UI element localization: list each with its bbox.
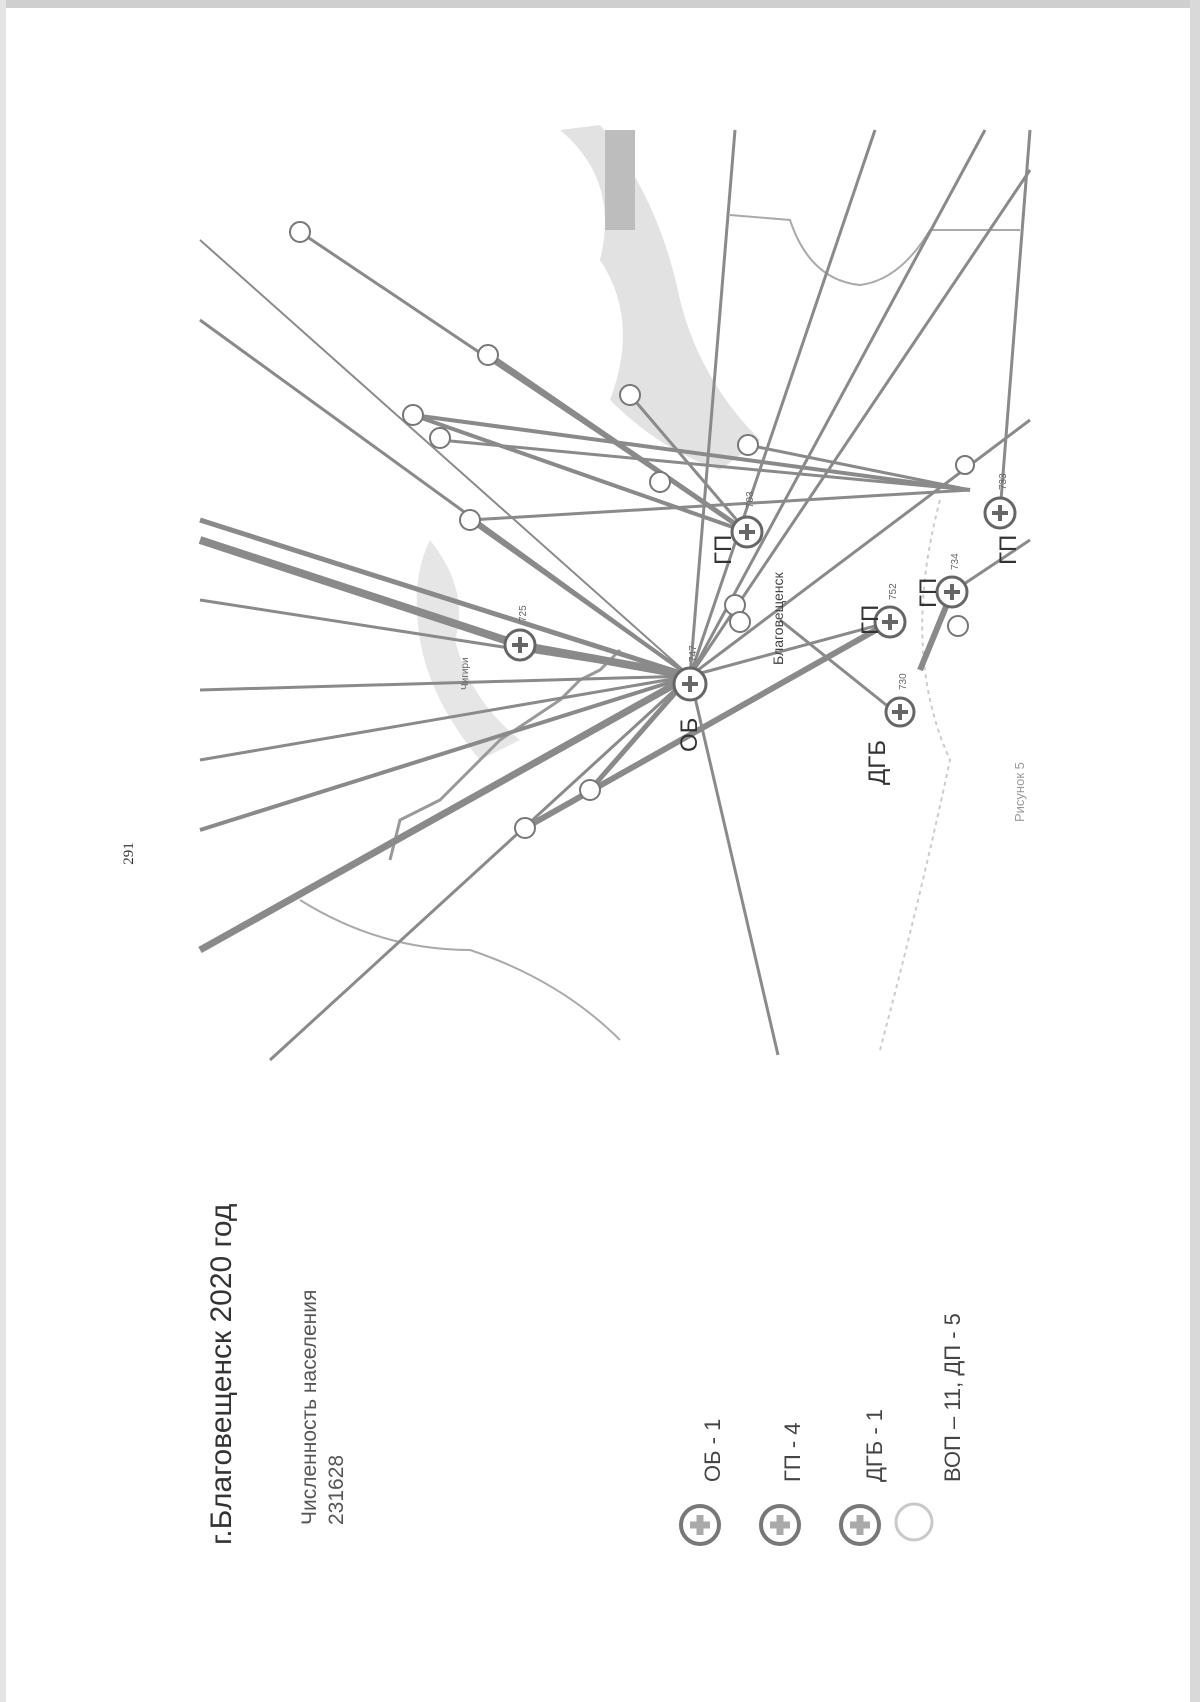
vop-marker [730,612,750,632]
population-value: 231628 [325,1454,348,1525]
vop-marker [948,616,968,636]
legend-ob-symbol [681,1506,719,1544]
facility-number: 747 [688,645,699,662]
figure-caption: Рисунок 5 [1012,762,1027,822]
legend-ob-label: ОБ - 1 [700,1418,725,1482]
legend-gp-label: ГП - 4 [780,1422,805,1482]
dgb-marker [886,698,914,726]
vop-marker [430,428,450,448]
vop-marker [515,818,535,838]
legend-symbols [681,1504,932,1544]
map-title: г.Благовещенск 2020 год [205,1203,238,1545]
facility-number: 752 [888,583,899,600]
boundary-line-2 [300,900,620,1040]
page-number: 291 [120,842,137,865]
vop-marker [620,385,640,405]
legend-dgb-symbol [841,1506,879,1544]
river-bank [605,130,635,230]
ob-marker [674,668,706,700]
place-label-chigiri: Чигири [460,657,471,690]
vop-marker [290,222,310,242]
gp-map-label-2: ГП [857,604,884,635]
vop-marker [460,510,480,530]
gp-map-label-3: ГП [915,577,942,608]
gp-marker [505,630,535,660]
dgb-map-label: ДГБ [864,740,891,785]
vop-marker [650,472,670,492]
gp-map-label: ГП [710,534,737,565]
legend-dgb-label: ДГБ - 1 [862,1408,887,1482]
facility-number: 730 [898,673,909,690]
ob-map-label: ОБ [676,717,703,752]
vop-marker [580,780,600,800]
gp-map-label-4: ГП [995,534,1022,565]
connection-line [200,540,520,645]
facility-number: 725 [518,605,529,622]
place-label-blagoveshchensk: Благовещенск [770,572,786,665]
legend-vop-symbol [896,1504,932,1540]
vop-marker [956,456,974,474]
legend-vop-label: ВОП – 11, ДП - 5 [940,1313,965,1482]
connection-line [748,445,970,490]
facility-number: 734 [950,553,961,570]
vop-marker [478,345,498,365]
facility-number: 703 [745,491,756,508]
facility-number: 733 [998,473,1009,490]
connection-line [1000,130,1030,513]
gp-marker [985,498,1015,528]
vop-marker [738,435,758,455]
legend-gp-symbol [761,1506,799,1544]
population-label: Численность населения [298,1289,321,1525]
vop-marker [403,405,423,425]
